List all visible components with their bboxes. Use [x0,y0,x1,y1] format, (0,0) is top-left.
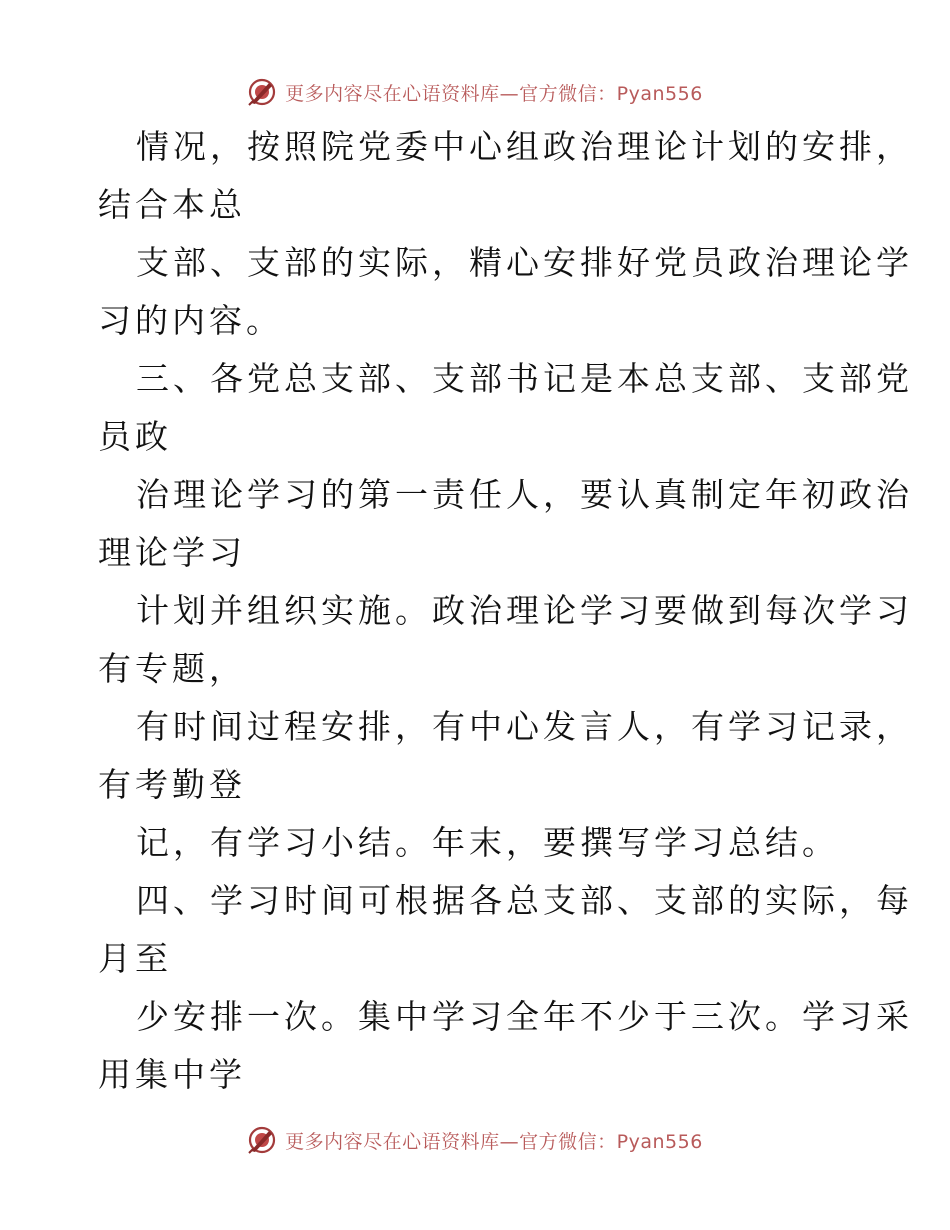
text-line: 有时间过程安排，有中心发言人，有学习记录， [136,707,913,746]
text-line: 计划并组织实施。政治理论学习要做到每次学习 [136,591,913,630]
footer-banner-text: 更多内容尽在心语资料库—官方微信：Pyan556 [285,1130,703,1153]
text-line: 有专题， [98,649,246,688]
text-line: 情况，按照院党委中心组政治理论计划的安排， [136,127,913,166]
quill-emblem-icon [247,1125,277,1155]
text-line: 支部、支部的实际，精心安排好党员政治理论学 [136,243,913,282]
document-body [98,118,913,1104]
header-banner-text: 更多内容尽在心语资料库—官方微信：Pyan556 [285,82,703,105]
text-line: 有考勤登 [98,765,246,804]
text-line: 理论学习 [98,533,246,572]
quill-emblem-icon [247,77,277,107]
text-line: 用集中学 [98,1055,246,1094]
text-line: 月至 [98,939,172,978]
text-line: 习的内容。 [98,301,283,340]
text-line: 少安排一次。集中学习全年不少于三次。学习采 [136,997,913,1036]
footer-banner [0,1120,950,1160]
header-banner [0,72,950,112]
text-line: 三、各党总支部、支部书记是本总支部、支部党 [136,359,913,398]
text-line: 记，有学习小结。年末，要撰写学习总结。 [136,823,839,862]
text-line: 结合本总 [98,185,246,224]
text-line: 治理论学习的第一责任人，要认真制定年初政治 [136,475,913,514]
text-line: 员政 [98,417,172,456]
text-line: 四、学习时间可根据各总支部、支部的实际，每 [136,881,913,920]
